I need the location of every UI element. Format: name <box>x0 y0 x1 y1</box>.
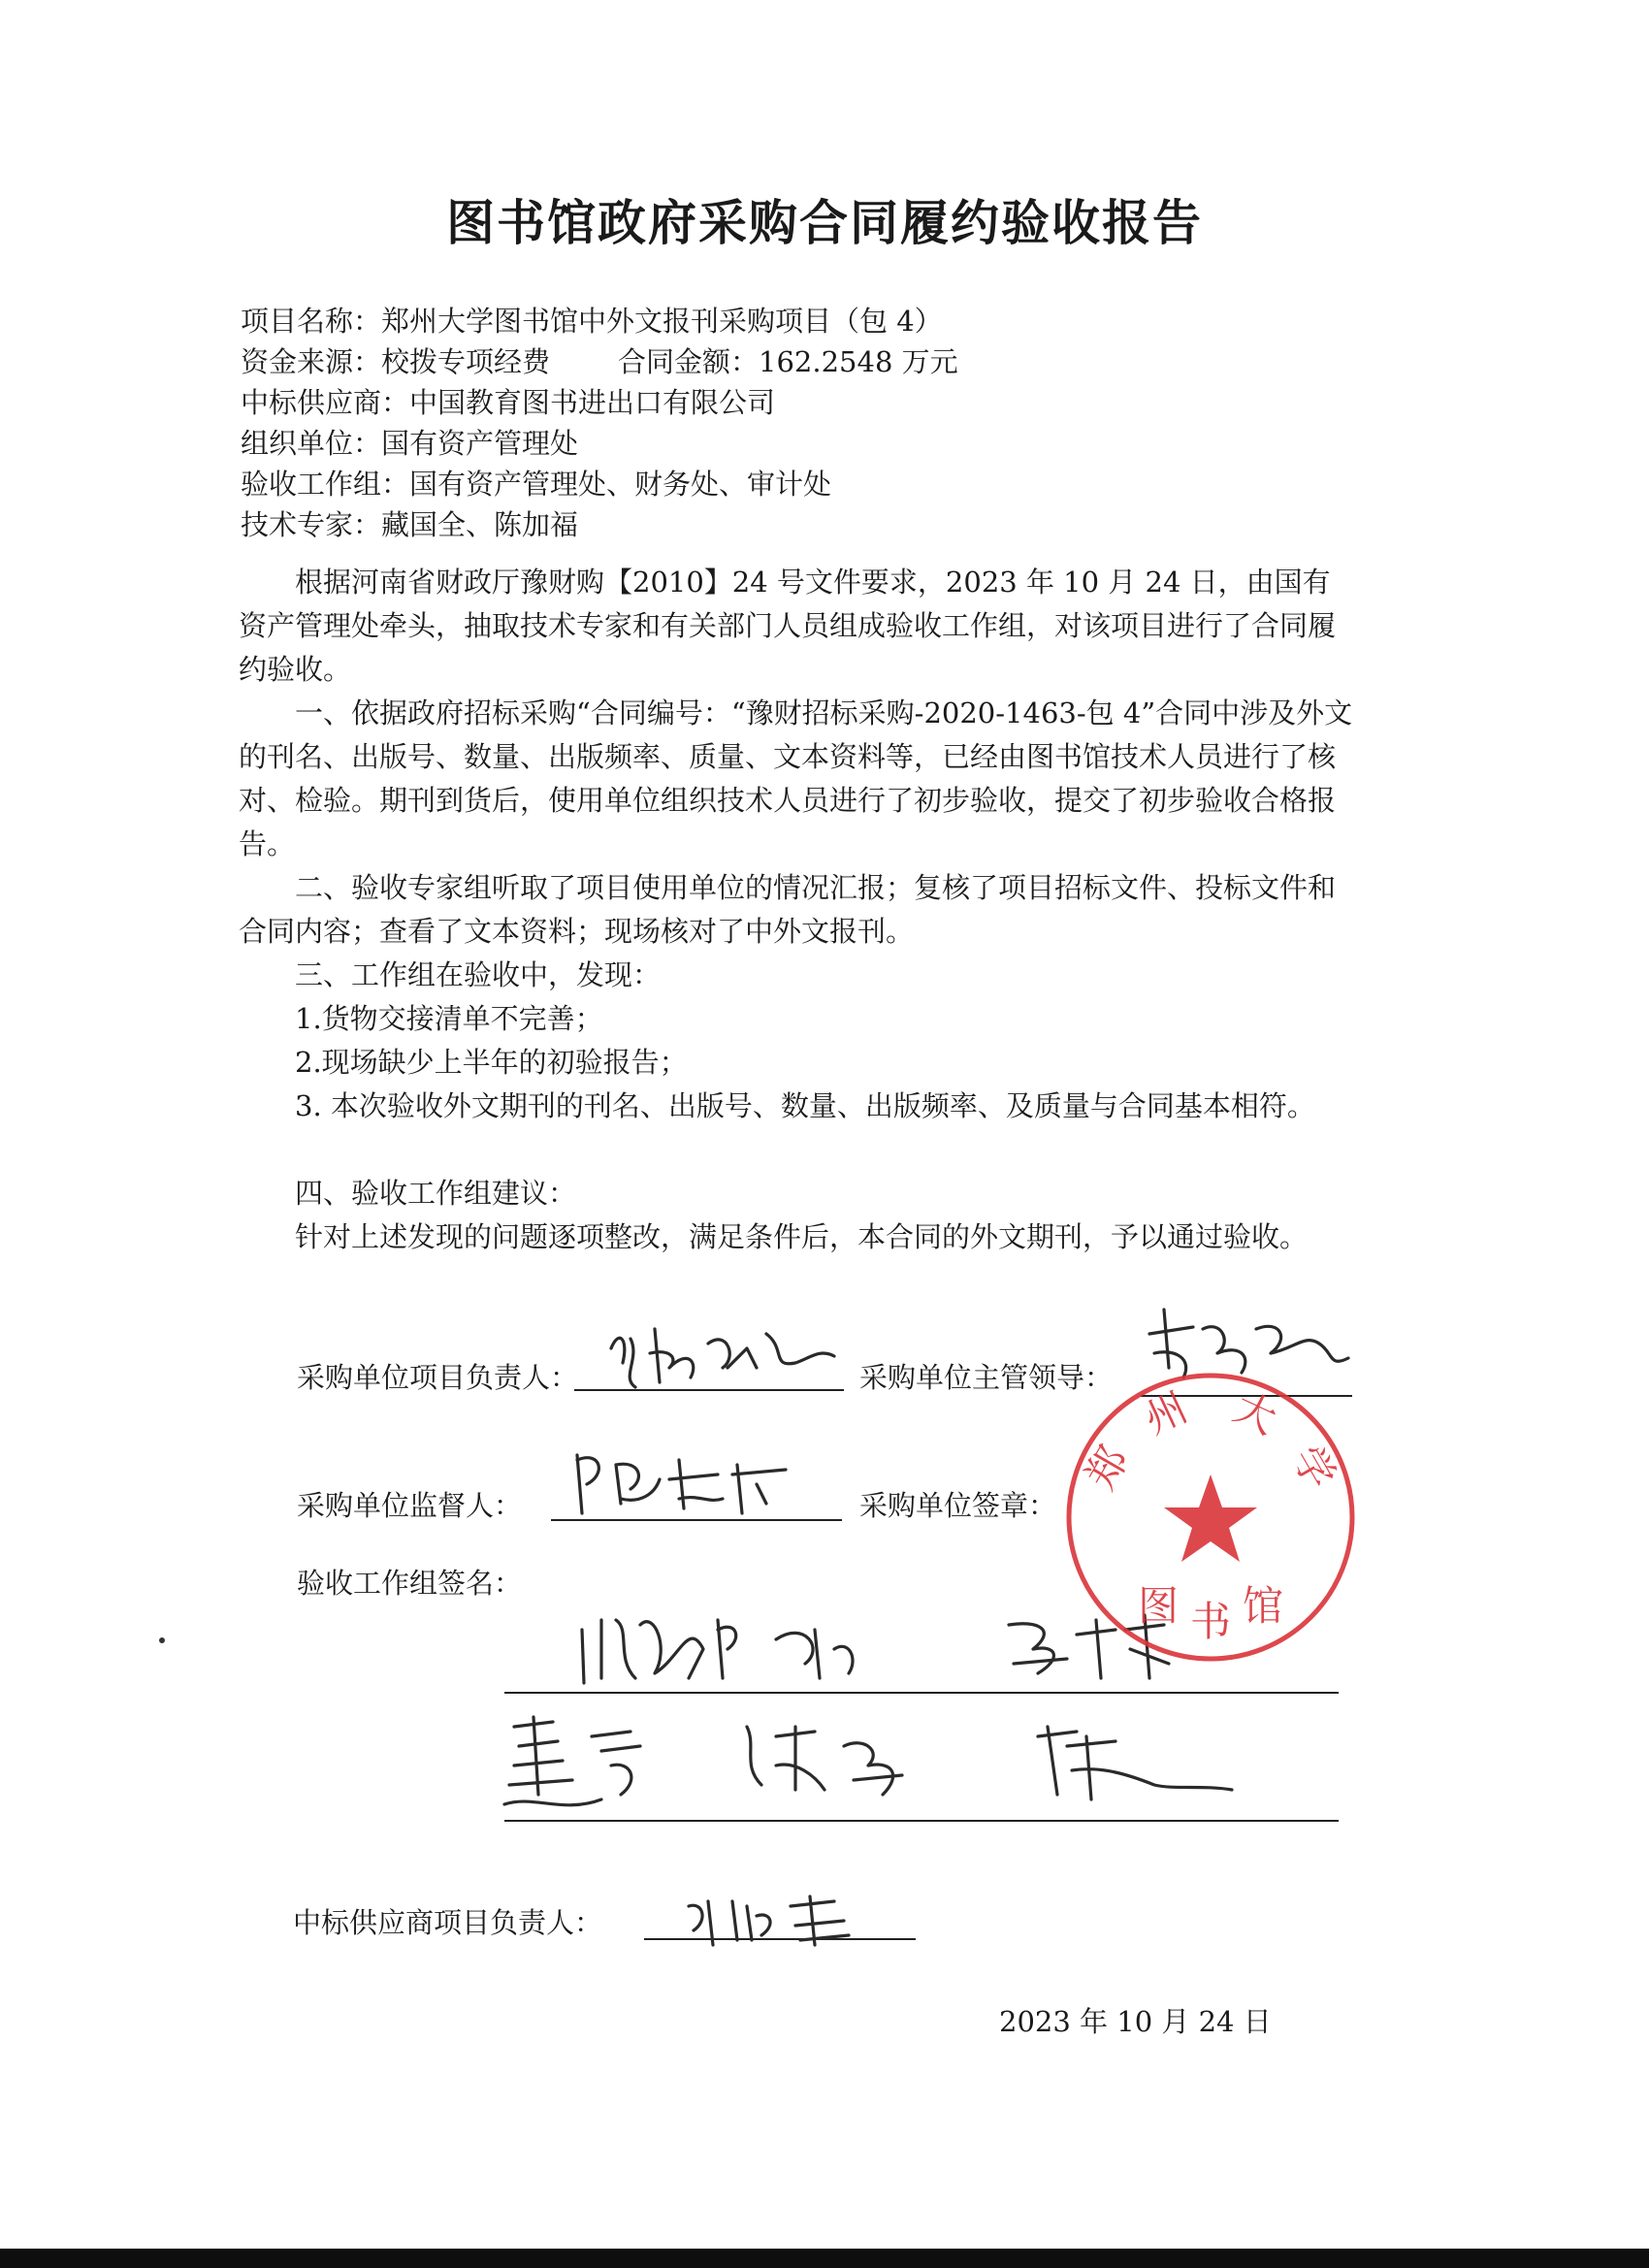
acceptance-group: 验收工作组：国有资产管理处、财务处、审计处 <box>241 468 832 501</box>
scan-edge <box>0 2249 1649 2268</box>
svg-text:郑: 郑 <box>1076 1438 1139 1498</box>
project-leader-signature <box>601 1310 854 1397</box>
section-2-paragraph: 二、验收专家组听取了项目使用单位的情况汇报；复核了项目招标文件、投标文件和合同内容；查看了文本资料；现场核对了中外文报刊。 <box>239 871 1337 948</box>
meta-block <box>241 301 958 545</box>
document-title: 图书馆政府采购合同履约验收报告 <box>446 194 1203 251</box>
supplier-leader-label: 中标供应商项目负责人： <box>293 1906 603 1939</box>
section-3-heading: 三、工作组在验收中，发现： <box>295 958 662 991</box>
experts: 技术专家：藏国全、陈加福 <box>241 508 579 541</box>
monitor-signature <box>563 1436 815 1523</box>
report-date: 2023 年 10 月 24 日 <box>999 2005 1272 2038</box>
fund-row <box>241 341 958 382</box>
svg-text:州: 州 <box>1137 1382 1195 1443</box>
section-4-heading: 四、验收工作组建议： <box>295 1177 577 1210</box>
svg-text:书: 书 <box>1189 1598 1232 1645</box>
fund-source: 资金来源：校拨专项经费 <box>241 345 551 378</box>
svg-text:馆: 馆 <box>1242 1582 1284 1630</box>
finding-item-2: 2.现场缺少上半年的初验报告； <box>295 1046 688 1079</box>
svg-text:大: 大 <box>1226 1382 1284 1443</box>
project-name: 项目名称：郑州大学图书馆中外文报刊采购项目（包 4） <box>241 305 943 338</box>
group-signatures-row-2 <box>495 1707 1271 1824</box>
supervisor-leader-label: 采购单位主管领导： <box>859 1361 1114 1394</box>
supplier-leader-signature <box>679 1892 873 1950</box>
intro-paragraph: 根据河南省财政厅豫财购【2010】24 号文件要求，2023 年 10 月 24 日，由国有资产管理处牵头，抽取技术专家和有关部门人员组成验收工作组，对该项目进行了合同履约验收。 <box>239 566 1337 686</box>
winning-supplier: 中标供应商：中国教育图书进出口有限公司 <box>241 386 776 419</box>
finding-item-1: 1.货物交接清单不完善； <box>295 1002 603 1035</box>
stamp-graphic <box>1069 1376 1352 1659</box>
group-sign-label: 验收工作组签名： <box>297 1567 523 1600</box>
finding-item-3: 3. 本次验收外文期刊的刊名、出版号、数量、出版频率、及质量与合同基本相符。 <box>295 1089 1315 1122</box>
contract-amount: 合同金额：162.2548 万元 <box>618 345 958 378</box>
monitor-label: 采购单位监督人： <box>297 1489 523 1522</box>
svg-text:图: 图 <box>1137 1582 1180 1630</box>
project-leader-label: 采购单位项目负责人： <box>297 1361 579 1394</box>
recommendation-paragraph: 针对上述发现的问题逐项整改，满足条件后，本合同的外文期刊，予以通过验收。 <box>295 1220 1309 1253</box>
unit-stamp-label: 采购单位签章： <box>859 1489 1057 1522</box>
official-seal-stamp <box>1059 1366 1362 1669</box>
organizer: 组织单位：国有资产管理处 <box>241 427 579 460</box>
svg-text:学: 学 <box>1282 1438 1345 1498</box>
section-1-paragraph: 一、依据政府招标采购“合同编号：“豫财招标采购-2020-1463-包 4”合同中涉及外文的刊名、出版号、数量、出版频率、质量、文本资料等，已经由图书馆技术人员进行了核对、检验。期刊到货后，使用单位组织技术人员进行了初步验收，提交了初步验收合格报告。 <box>239 697 1353 860</box>
report-body <box>239 561 1356 1259</box>
scan-speck <box>159 1637 165 1643</box>
